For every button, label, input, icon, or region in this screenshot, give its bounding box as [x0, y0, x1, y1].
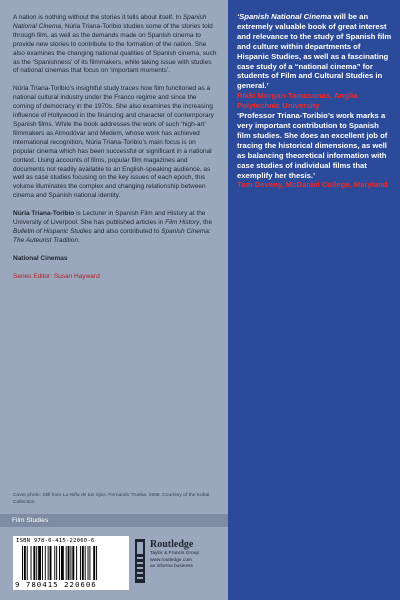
author-bio-b: , the [199, 219, 213, 227]
subject-category: Film Studies [12, 517, 49, 524]
credit-film: La Niña de tus Ojos [62, 493, 106, 498]
review-1-text: will be an extremely valuable book of great interest and relevance to the study of Spanish film and culture within departments of Hispanic Studies, as well as a fascinating case study of a “national cinema” for students of Film and Cultural Studies in general.’ [237, 12, 392, 91]
series-name: National Cinemas [13, 254, 68, 262]
review-quote-2: ‘Professor Triana-Toribio’s work marks a very important contribution to Spanish film studies. She does an excellent job of tracing the historical dimensions, as well as balancing theoretical information with case studies of individual films that exemplify her thesis.’ [237, 111, 388, 180]
book-title-inline: Spanish National Cinema [13, 14, 207, 30]
credit-a: Cover photo: Still from [13, 493, 63, 498]
isbn-top: ISBN 978-0-415-22060-6 [16, 538, 95, 544]
blurb-text [13, 14, 218, 291]
publisher-name: Routledge [150, 539, 194, 550]
blurb-p1-b: , Núria Triana-Toribio studies some of the stories told through film, as well as the demands made on Spanish cinema to provide new stories to contribute to the formation of the nation. She also examines the changing national qualities of Spanish cinema, such as the ‘Spanishness’ of its filmmakers, while taking issue with studies of national cinemas that focus on ‘important moments’. [13, 22, 217, 75]
reviews-column [228, 0, 400, 600]
journal-1: Film History [165, 219, 200, 227]
review-1-book-title: ‘Spanish National Cinema [237, 12, 332, 21]
journal-2: Bulletin of Hispanic Studies [13, 227, 92, 235]
barcode [13, 536, 129, 590]
publisher-group: Taylor & Francis Group [150, 551, 200, 556]
subject-band [0, 514, 228, 527]
review-attribution-1: Rikki Morgan-Tamosunas, Anglia Polytechnic University [237, 91, 358, 111]
publisher-url: www.routledge.com [150, 557, 192, 563]
credit-b: , Fernando Trueba, 1998. Courtesy of the Kobal Collection. [13, 493, 210, 505]
publisher-tagline: an informa business [150, 564, 193, 570]
isbn-bottom: 9 780415 220606 [15, 580, 97, 589]
reviews-text [237, 12, 392, 190]
author-name: Núria Triana-Toribio [13, 210, 75, 218]
contributed-book: Spanish Cinema: The Auteurist Tradition [13, 227, 211, 244]
review-quote-1 [237, 12, 392, 91]
publisher-text [150, 539, 226, 571]
author-bio-a: is Lecturer in Spanish Film and History at the University of Liverpool. She has published articles in [13, 210, 206, 227]
author-bio-d: . [78, 236, 80, 244]
blurb-p1-a: A nation is nothing without the stories it tells about itself. In [13, 14, 183, 21]
review-attribution-2: Tom Deveny, McDaniel College, Maryland [237, 180, 388, 190]
routledge-emblem-icon [134, 539, 146, 583]
cover-photo-credit [13, 493, 218, 506]
barcode-bars [22, 546, 126, 580]
blurb-paragraph-1 [13, 14, 218, 76]
author-bio [13, 210, 218, 246]
blurb-paragraph-2: Núria Triana-Toribio’s insightful study traces how film functioned as a national cultural industry under the Franco regime and since the coming of democracy in the 1970s. She also examines the increasing influence of Hollywood in the financing and character of contemporary Spanish films. While the book addresses the work of such ‘high-art’ filmmakers as Almodóvar and Medem, whose work has achieved international recognition, Núria Triana-Toribio’s main focus is on popular cinema which has been successful or significant in a national context. Using accounts of films, popular film magazines and documents not readily available to an English-speaking audience, as well as case studies focusing on the key issues of each epoch, this volume illuminates the complex and changing relationship between cinema and Spanish national identity. [13, 85, 214, 200]
series-editor: Series Editor: Susan Hayward [13, 272, 100, 280]
publisher-block [134, 539, 226, 589]
author-bio-c: and also contributed to [91, 227, 162, 235]
